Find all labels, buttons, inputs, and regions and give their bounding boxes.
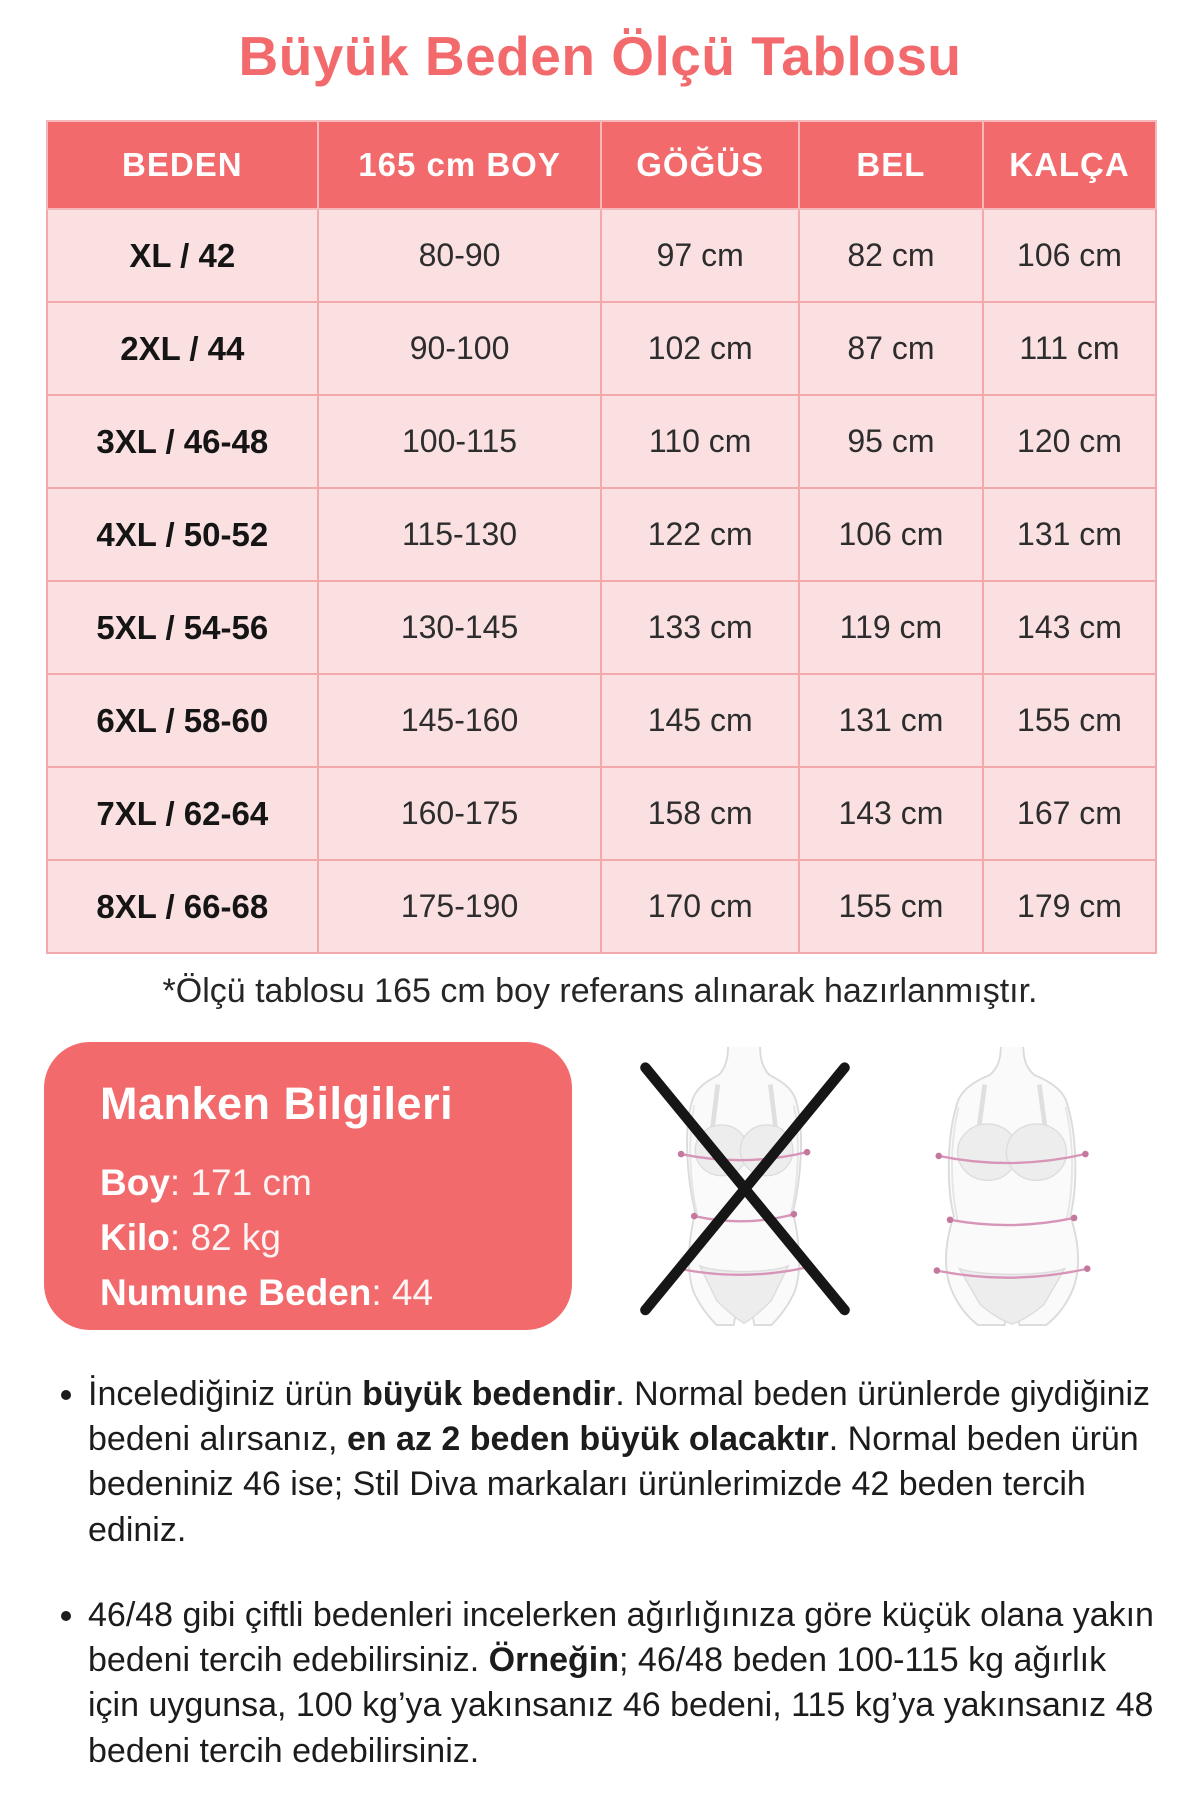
plus-size-body-figure <box>902 1045 1124 1327</box>
model-sample-size-label: Numune Beden <box>100 1271 372 1313</box>
notes-list <box>42 1372 1160 1774</box>
model-height-label: Boy <box>100 1162 170 1203</box>
col-header-gogus: GÖĞÜS <box>601 121 798 209</box>
bel-cell: 155 cm <box>799 860 983 953</box>
table-row <box>47 302 1156 395</box>
kalca-cell: 106 cm <box>983 209 1156 302</box>
note-text: 46/48 gibi çiftli bedenleri incelerken ağırlığınıza göre küçük olana yakın bedeni tercih edebilirsiniz. <box>88 1595 1154 1680</box>
table-header-row <box>47 121 1156 209</box>
kalca-cell: 111 cm <box>983 302 1156 395</box>
gogus-cell: 133 cm <box>601 581 798 674</box>
boy-cell: 175-190 <box>318 860 602 953</box>
size-table <box>46 120 1157 954</box>
boy-cell: 100-115 <box>318 395 602 488</box>
gogus-cell: 122 cm <box>601 488 798 581</box>
table-row <box>47 767 1156 860</box>
table-row <box>47 209 1156 302</box>
model-weight-line <box>100 1211 542 1266</box>
gogus-cell: 170 cm <box>601 860 798 953</box>
table-row <box>47 860 1156 953</box>
note-item-sizing <box>88 1372 1160 1553</box>
note-item-double-sizes <box>88 1593 1160 1774</box>
note-text-bold: büyük bedendir <box>362 1375 616 1413</box>
boy-cell: 160-175 <box>318 767 602 860</box>
slim-body-icon <box>634 1045 856 1327</box>
boy-cell: 130-145 <box>318 581 602 674</box>
table-row <box>47 674 1156 767</box>
note-text: İncelediğiniz ürün <box>88 1375 363 1413</box>
note-text-bold: en az 2 beden büyük olacaktır <box>346 1420 829 1459</box>
boy-cell: 115-130 <box>318 488 602 581</box>
col-header-boy: 165 cm BOY <box>318 121 602 209</box>
model-sample-size-line <box>100 1266 542 1321</box>
kalca-cell: 179 cm <box>983 860 1156 953</box>
size-cell: 7XL / 62-64 <box>47 767 318 860</box>
gogus-cell: 97 cm <box>601 209 798 302</box>
note-text: ; 46/48 beden 100-115 kg ağırlık için uygunsa, 100 kg’ya yakınsanız 46 bedeni, 115 kg’ya yakınsanız 48 bedeni tercih edebilirsiniz. <box>88 1641 1154 1770</box>
table-row <box>47 488 1156 581</box>
model-info-title: Manken Bilgileri <box>100 1078 454 1129</box>
col-header-kalca: KALÇA <box>983 121 1156 209</box>
model-info-card <box>44 1042 572 1330</box>
size-cell: 2XL / 44 <box>47 302 318 395</box>
page-title: Büyük Beden Ölçü Tablosu <box>238 25 962 87</box>
bel-cell: 106 cm <box>799 488 983 581</box>
gogus-cell: 102 cm <box>601 302 798 395</box>
boy-cell: 145-160 <box>318 674 602 767</box>
note-text-bold: Örneğin <box>488 1641 620 1680</box>
size-cell: XL / 42 <box>47 209 318 302</box>
table-row <box>47 581 1156 674</box>
size-cell: 5XL / 54-56 <box>47 581 318 674</box>
notes-section <box>42 1372 1160 1800</box>
model-height-value: : 171 cm <box>169 1162 312 1203</box>
model-height-line <box>100 1156 542 1211</box>
model-weight-value: : 82 kg <box>169 1216 281 1258</box>
size-cell: 6XL / 58-60 <box>47 674 318 767</box>
kalca-cell: 131 cm <box>983 488 1156 581</box>
gogus-cell: 110 cm <box>601 395 798 488</box>
size-cell: 8XL / 66-68 <box>47 860 318 953</box>
table-footnote: *Ölçü tablosu 165 cm boy referans alınarak hazırlanmıştır. <box>162 972 1038 1010</box>
model-weight-label: Kilo <box>100 1216 170 1258</box>
bel-cell: 119 cm <box>799 581 983 674</box>
kalca-cell: 143 cm <box>983 581 1156 674</box>
kalca-cell: 155 cm <box>983 674 1156 767</box>
col-header-bel: BEL <box>799 121 983 209</box>
boy-cell: 80-90 <box>318 209 602 302</box>
model-info-section <box>44 1042 1160 1330</box>
bel-cell: 131 cm <box>799 674 983 767</box>
table-row <box>47 395 1156 488</box>
gogus-cell: 145 cm <box>601 674 798 767</box>
gogus-cell: 158 cm <box>601 767 798 860</box>
note-text: . Normal beden ürün bedeniniz 46 ise; Stil Diva markaları ürünlerimizde 42 beden tercih ediniz. <box>88 1420 1139 1549</box>
col-header-beden: BEDEN <box>47 121 318 209</box>
model-sample-size-value: : 44 <box>371 1271 434 1313</box>
note-text: . Normal beden ürünlerde giydiğiniz bedeni alırsanız, <box>88 1375 1151 1459</box>
plus-size-body-icon <box>902 1045 1124 1327</box>
body-figures <box>634 1045 1124 1327</box>
kalca-cell: 167 cm <box>983 767 1156 860</box>
size-cell: 3XL / 46-48 <box>47 395 318 488</box>
bel-cell: 143 cm <box>799 767 983 860</box>
bel-cell: 82 cm <box>799 209 983 302</box>
size-cell: 4XL / 50-52 <box>47 488 318 581</box>
kalca-cell: 120 cm <box>983 395 1156 488</box>
bel-cell: 87 cm <box>799 302 983 395</box>
boy-cell: 90-100 <box>318 302 602 395</box>
bel-cell: 95 cm <box>799 395 983 488</box>
slim-body-crossed-figure <box>634 1045 856 1327</box>
